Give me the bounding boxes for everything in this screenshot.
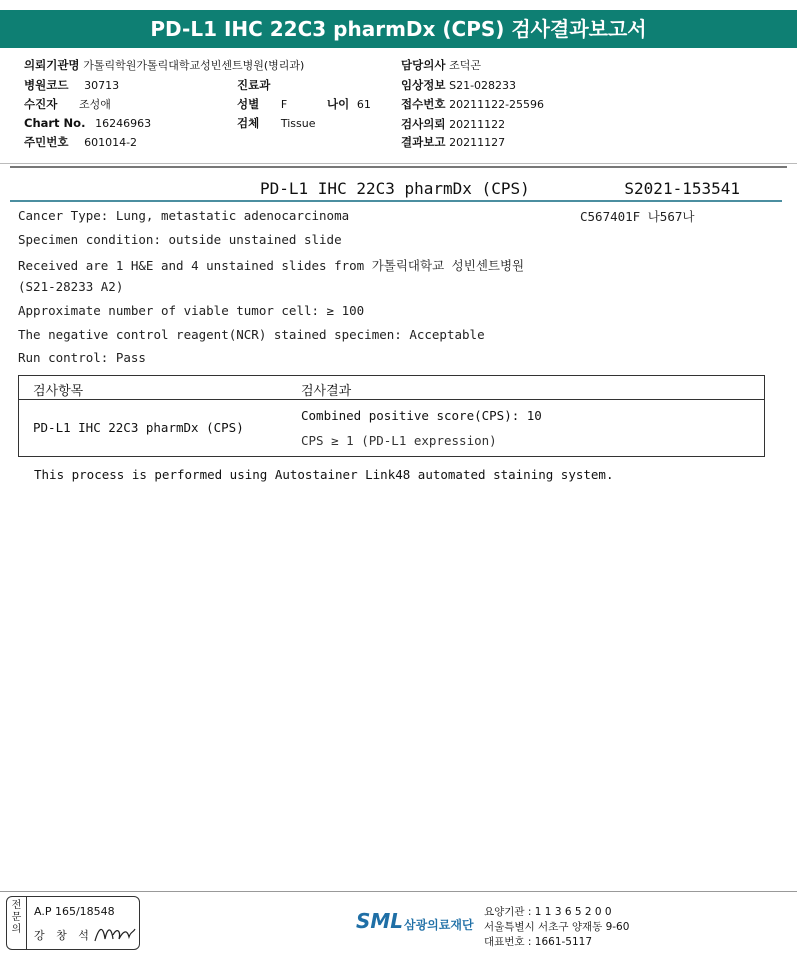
- footer-divider: [0, 891, 797, 892]
- process-note: This process is performed using Autostainer Link48 automated staining system.: [34, 467, 614, 482]
- stamp-license: A.P 165/18548: [34, 905, 115, 918]
- doctor-value: 조덕곤: [449, 59, 481, 72]
- sex-label: 성별: [237, 97, 260, 111]
- slide-id-line: (S21-28233 A2): [18, 279, 124, 294]
- pathologist-stamp: [6, 896, 140, 950]
- stamp-label-char: 문: [11, 912, 22, 923]
- resident-field: [24, 134, 137, 150]
- chart-value: 16246963: [95, 117, 152, 130]
- receipt-field: [401, 96, 544, 112]
- collector-field: [24, 96, 111, 112]
- column-header-result: 검사결과: [301, 384, 352, 399]
- doctor-field: [401, 57, 481, 73]
- specimen-value: Tissue: [280, 117, 316, 130]
- collector-label: 수진자: [24, 97, 58, 111]
- cancer-type-line: Cancer Type: Lung, metastatic adenocarcinoma: [18, 208, 350, 223]
- stamp-label-char: 전: [11, 900, 22, 911]
- report-date-value: 20211127: [449, 136, 506, 149]
- request-field: [401, 116, 505, 132]
- lab-phone: 대표번호 : 1661-5117: [484, 936, 593, 948]
- header-divider: [10, 166, 787, 168]
- signature-icon: [93, 921, 137, 945]
- sex-value: F: [280, 98, 288, 111]
- hospital-code-label: 병원코드: [24, 78, 69, 92]
- collector-value: 조성애: [78, 98, 111, 111]
- sex-field: [237, 96, 287, 112]
- stamp-label-char: 의: [11, 924, 22, 935]
- table-header: [19, 376, 764, 400]
- resident-value: 601014-2: [84, 136, 138, 149]
- specimen-condition-line: Specimen condition: outside unstained slide: [18, 232, 342, 247]
- request-label: 검사의뢰: [401, 117, 446, 131]
- institution-value: 가톨릭학원가톨릭대학교성빈센트병원(병리과): [83, 59, 305, 72]
- age-field: [327, 96, 371, 112]
- doctor-label: 담당의사: [401, 58, 446, 72]
- hospital-code-value: 30713: [84, 79, 120, 92]
- result-table: [18, 375, 765, 457]
- stamp-name: 강 창 석: [34, 929, 93, 942]
- department-field: [237, 77, 270, 93]
- clinical-label: 임상정보: [401, 78, 446, 92]
- cps-interpretation-cell: CPS ≥ 1 (PD-L1 expression): [301, 433, 497, 448]
- care-institution-code: 요양기관 : 1 1 3 6 5 2 0 0: [484, 906, 612, 918]
- resident-label: 주민번호: [24, 135, 69, 149]
- specimen-field: [237, 115, 316, 131]
- sml-logo: [356, 905, 476, 941]
- receipt-value: 20211122-25596: [449, 98, 545, 111]
- lab-address: 서울특별시 서초구 양재동 9-60: [484, 921, 630, 933]
- cps-score-cell: Combined positive score(CPS): 10: [301, 408, 542, 423]
- receipt-label: 접수번호: [401, 97, 446, 111]
- hospital-code-field: [24, 77, 119, 93]
- stamp-label: [7, 897, 27, 949]
- report-section-header: [10, 176, 782, 202]
- received-line: Received are 1 H&E and 4 unstained slides from 가톨릭대학교 성빈센트병원: [18, 258, 525, 273]
- request-value: 20211122: [449, 118, 506, 131]
- chart-field: [24, 116, 151, 130]
- age-value: 61: [356, 98, 371, 111]
- report-title: PD-L1 IHC 22C3 pharmDx (CPS) 검사결과보고서: [0, 10, 797, 48]
- specimen-label: 검체: [237, 116, 260, 130]
- ncr-line: The negative control reagent(NCR) stained specimen: Acceptable: [18, 327, 485, 342]
- institution-label: 의뢰기관명: [24, 58, 80, 72]
- test-item-cell: PD-L1 IHC 22C3 pharmDx (CPS): [33, 420, 244, 435]
- department-label: 진료과: [237, 78, 271, 92]
- header-outer-divider: [0, 163, 797, 164]
- run-control-line: Run control: Pass: [18, 350, 146, 365]
- institution-field: [24, 57, 304, 73]
- age-label: 나이: [327, 97, 350, 111]
- test-name: PD-L1 IHC 22C3 pharmDx (CPS): [260, 179, 530, 198]
- tumor-cell-line: Approximate number of viable tumor cell: ≥ 100: [18, 303, 365, 318]
- case-number: S2021-153541: [624, 179, 740, 198]
- report-date-field: [401, 134, 505, 150]
- clinical-value: S21-028233: [449, 79, 517, 92]
- section-rule: [10, 200, 782, 202]
- sample-id: C567401F 나567나: [580, 209, 695, 224]
- sml-logo-word: SML: [356, 909, 404, 933]
- column-header-item: 검사항목: [33, 384, 84, 399]
- report-date-label: 결과보고: [401, 135, 446, 149]
- clinical-field: [401, 77, 516, 93]
- sml-logo-name: 삼광의료재단: [404, 918, 474, 932]
- chart-label: Chart No.: [24, 116, 86, 130]
